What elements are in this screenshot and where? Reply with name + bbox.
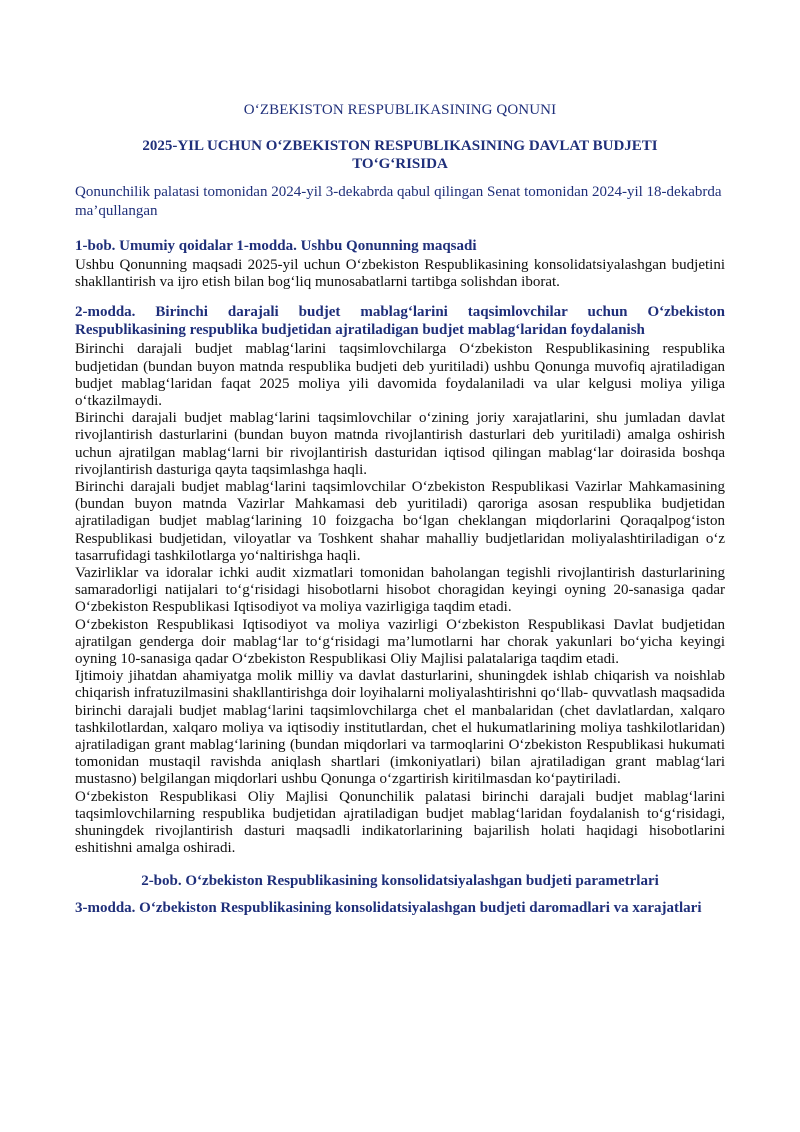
article2-paragraph: O‘zbekiston Respublikasi Oliy Majlisi Qonunchilik palatasi birinchi darajali budjet mablag‘larini taqsimlovchilarning respublika budjetidan ajratiladigan budjet mablag‘laridan foydalanish to‘g‘risidagi, shuningdek rivojlantirish dasturi maqsadli indikatorlarining bajarilish holati haqidagi hisobotlarini eshitishni amalga oshiradi.	[75, 788, 725, 857]
adoption-note: Qonunchilik palatasi tomonidan 2024-yil 3-dekabrda qabul qilingan Senat tomonidan 2024-yil 18-dekabrda ma’qullangan	[75, 184, 722, 219]
spacer	[75, 291, 725, 303]
law-document	[75, 102, 725, 919]
article3-heading: 3-modda. O‘zbekiston Respublikasining konsolidatsiyalashgan budjeti daromadlari va xarajatlari	[75, 899, 702, 916]
article2-paragraph: Vazirliklar va idoralar ichki audit xizmatlari tomonidan baholangan tegishli rivojlantirish dasturlarining samaradorligi natijalari to‘g‘risidagi hisobotlarni hisobot choragidan keyingi oyning 20-sanasiga qadar O‘zbekiston Respublikasi Iqtisodiyot va moliya vazirligiga taqdim etadi.	[75, 565, 725, 616]
law-title: 2025-YIL UCHUN O‘ZBEKISTON RESPUBLIKASINING DAVLAT BUDJETI TO‘G‘RISIDA	[142, 138, 658, 172]
chapter2-heading: 2-bob. O‘zbekiston Respublikasining konsolidatsiyalashgan budjeti parametrlari	[141, 872, 659, 889]
chapter1-article1-heading: 1-bob. Umumiy qoidalar 1-modda. Ushbu Qonunning maqsadi	[75, 238, 477, 254]
article2-paragraph: Ijtimoiy jihatdan ahamiyatga molik milliy va davlat dasturlarini, shuningdek ishlab chiqarish va noishlab chiqarish infratuzilmasini shakllantirishga doir loyihalarni moliyalashtirishni qo‘llab- quvvatlash maqsadida birinchi darajali budjet mablag‘larini taqsimlovchilarga chet el manbalaridan (chet davlatlardan, xalqaro tashkilotlardan, xalqaro moliya va iqtisodiy institutlardan, chet el hukumatlarining moliya tashkilotlaridan) ajratiladigan grant mablag‘larining (bundan miqdorlari va tarmoqlarini O‘zbekiston Respublikasi hukumati tomonidan mustaqil ravishda aniqlash shartlari (imkoniyatlari) bilan ajratiladigan grant mablag‘lari mustasno) belgilangan miqdorlari ushbu Qonunga o‘zgartirish kiritilmasdan ko‘paytiriladi.	[75, 668, 725, 788]
article2-paragraph: Birinchi darajali budjet mablag‘larini taqsimlovchilar O‘zbekiston Respublikasi Vazirlar Mahkamasining (bundan buyon matnda Vazirlar Mahkamasi deb yuritiladi) qaroriga asosan respublika budjetidan ajratiladigan budjet mablag‘larining 10 foizgacha bo‘lgan cheklangan miqdorlarini Qoraqalpog‘iston Respublikasi budjetidan, viloyatlar va Toshkent shahar mahalliy budjetlaridan moliyalashtiriladigan o‘z tasarrufidagi tashkilotlarga yo‘naltirishga haqli.	[75, 479, 725, 564]
article2-paragraph: Birinchi darajali budjet mablag‘larini taqsimlovchilarga O‘zbekiston Respublikasining respublika budjetidan (bundan buyon matnda respublika budjeti deb yuritiladi) ushbu Qonunga muvofiq ajratiladigan budjet mablag‘laridan faqat 2025 moliya yili davomida foydalaniladi va ular kelgusi moliya yiliga o‘tkazilmaydi.	[75, 341, 725, 410]
article2-heading: 2-modda. Birinchi darajali budjet mablag‘larini taqsimlovchilar uchun O‘zbekiston Respublikasining respublika budjetidan ajratiladigan budjet mablag‘laridan foydalanish	[75, 304, 725, 339]
article1-text: Ushbu Qonunning maqsadi 2025-yil uchun O‘zbekiston Respublikasining konsolidatsiyalashgan budjetini shakllantirish va ijro etish bilan bog‘liq munosabatlarni tartibga solishdan iborat.	[75, 257, 725, 291]
act-type: O‘ZBEKISTON RESPUBLIKASINING QONUNI	[243, 102, 557, 118]
article2-paragraph: Birinchi darajali budjet mablag‘larini taqsimlovchilar o‘zining joriy xarajatlarini, shu jumladan davlat rivojlantirish dasturlarini (bundan buyon matnda rivojlantirish dasturlari deb yuritiladi) amalga oshirish uchun ajratilgan mablag‘larni bir rivojlantirish dasturidan iqtisod qilingan mablag‘lar doirasida boshqa rivojlantirish dasturiga qayta taqsimlashga haqli.	[75, 410, 725, 478]
article2-paragraph: O‘zbekiston Respublikasi Iqtisodiyot va moliya vazirligi O‘zbekiston Respublikasi Davlat budjetidan ajratilgan genderga doir mablag‘lar to‘g‘risidagi ma’lumotlarni har chorak yakunlari bo‘yicha keyingi oyning 10-sanasiga qadar O‘zbekiston Respublikasi Oliy Majlisi palatalariga taqdim etadi.	[75, 616, 725, 668]
spacer	[75, 858, 725, 870]
